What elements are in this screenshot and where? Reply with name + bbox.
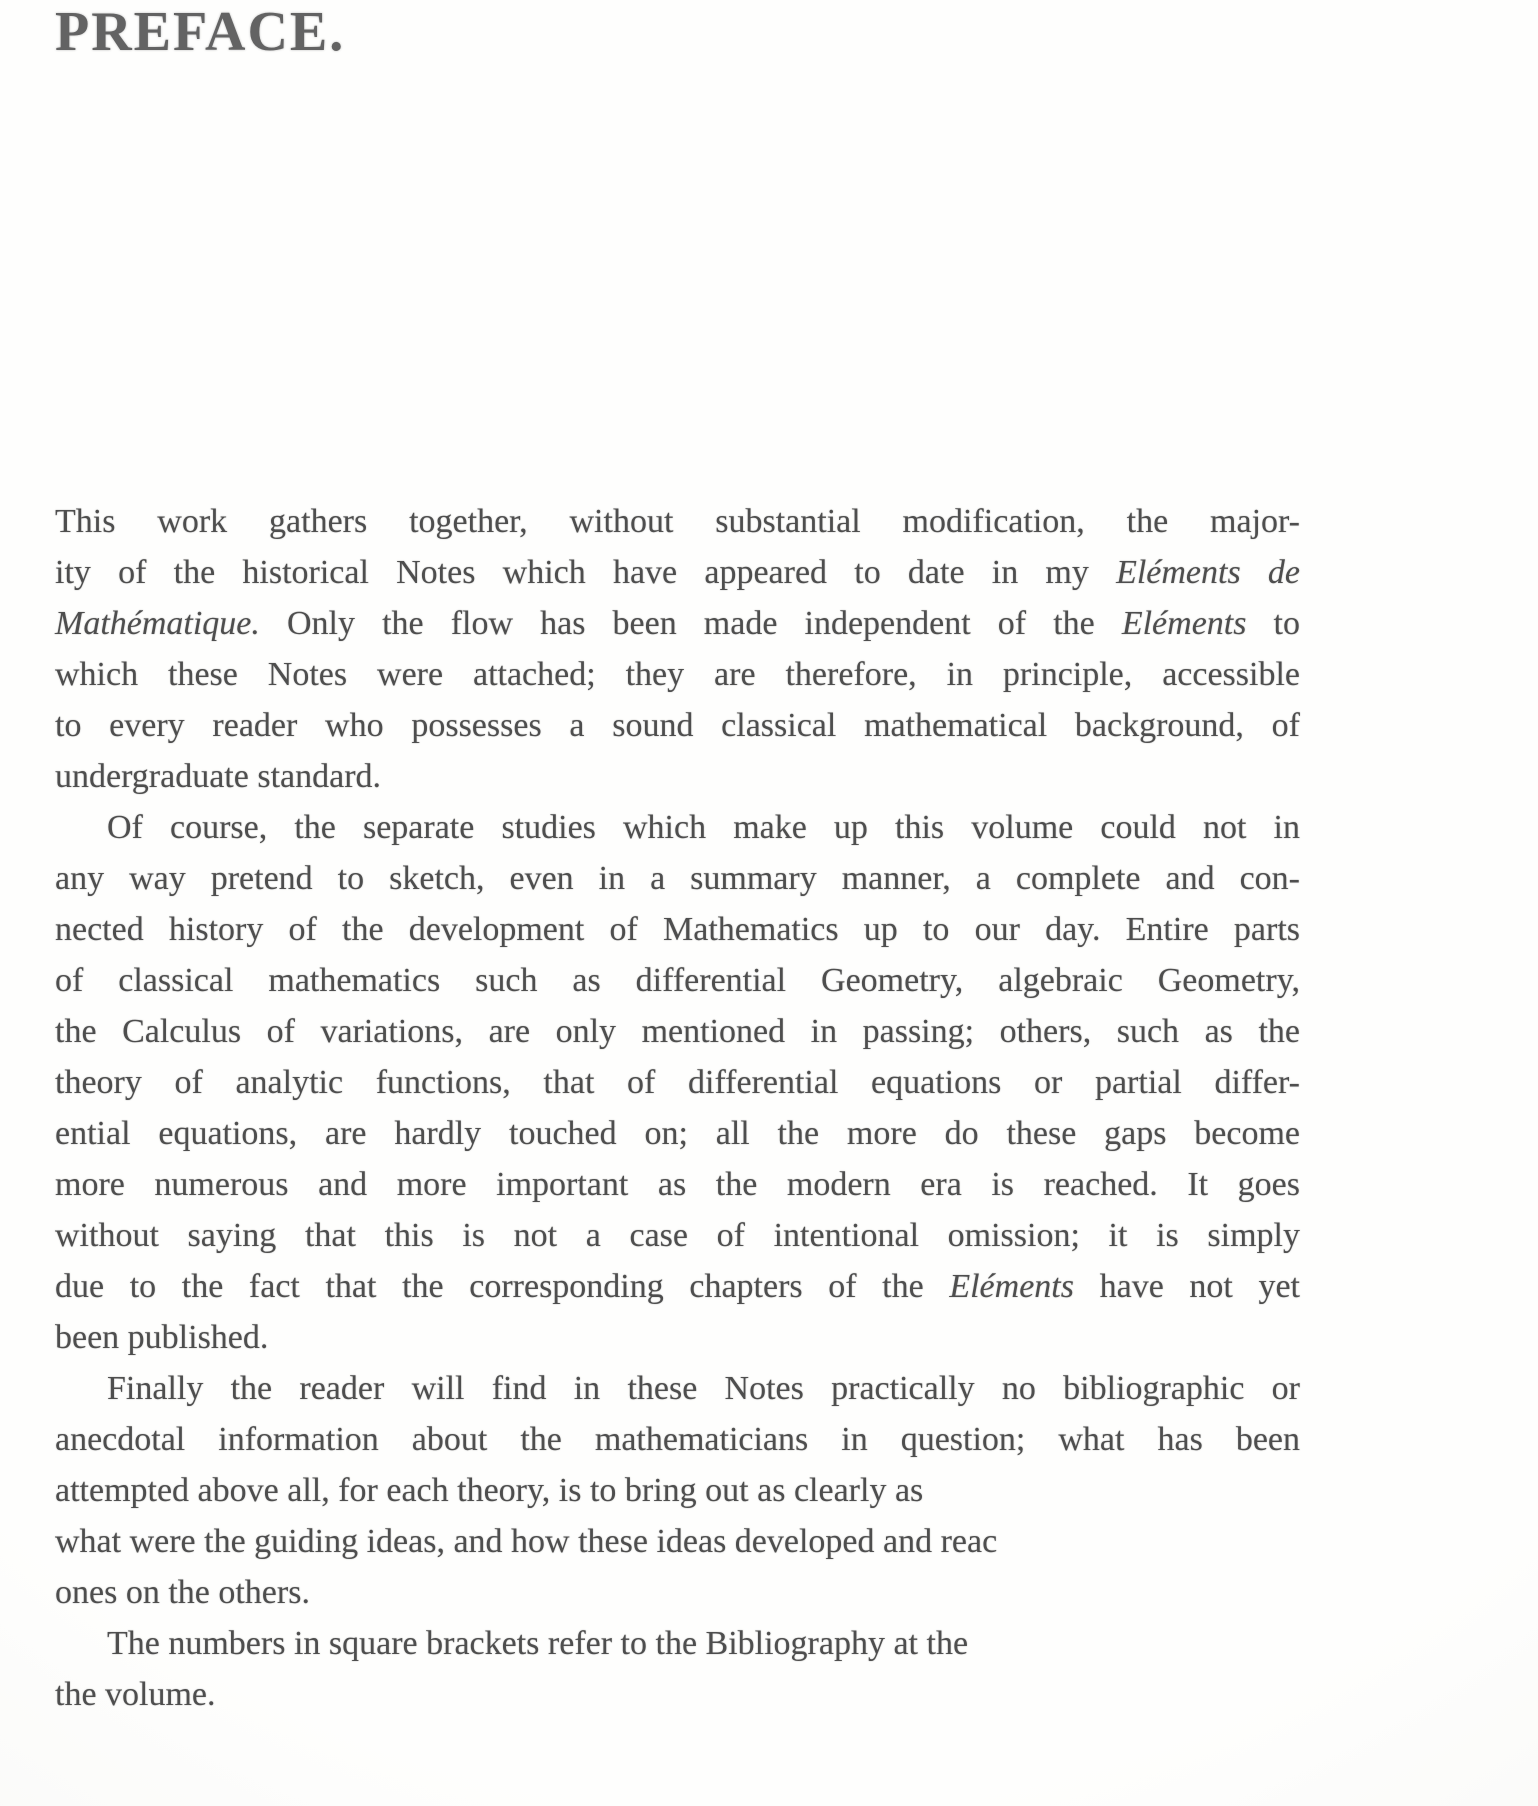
text-line bbox=[55, 496, 1300, 547]
text-segment: Finally the reader will find in these Notes practically no bibliographic or bbox=[107, 1370, 1300, 1407]
text-segment: what were the guiding ideas, and how these ideas developed and reac bbox=[55, 1523, 998, 1560]
text-segment: anecdotal information about the mathematicians in question; what has been bbox=[55, 1421, 1300, 1458]
text-segment: any way pretend to sketch, even in a summary manner, a complete and con- bbox=[55, 860, 1300, 897]
text-segment: ity of the historical Notes which have appeared to date in my bbox=[55, 554, 1117, 591]
text-segment: of classical mathematics such as differential Geometry, algebraic Geometry, bbox=[55, 962, 1300, 999]
text-segment: without saying that this is not a case of intentional omission; it is simply bbox=[55, 1217, 1300, 1254]
text-line bbox=[55, 1618, 1300, 1669]
text-segment: theory of analytic functions, that of differential equations or partial differ- bbox=[55, 1064, 1300, 1101]
text-line bbox=[55, 1363, 1300, 1414]
text-line bbox=[55, 751, 1300, 802]
text-segment: Eléments bbox=[949, 1268, 1074, 1305]
text-segment: Eléments bbox=[1121, 605, 1247, 642]
text-line bbox=[55, 700, 1300, 751]
text-line bbox=[55, 955, 1300, 1006]
text-line bbox=[55, 1414, 1300, 1465]
text-segment: more numerous and more important as the modern era is reached. It goes bbox=[55, 1166, 1300, 1203]
text-line bbox=[55, 1669, 1300, 1720]
text-segment: ones on the others. bbox=[55, 1574, 310, 1611]
text-segment: to bbox=[1246, 605, 1301, 642]
text-segment: nected history of the development of Mathematics up to our day. Entire parts bbox=[55, 911, 1300, 948]
text-segment: to every reader who possesses a sound classical mathematical background, of bbox=[55, 707, 1300, 744]
text-block bbox=[55, 496, 1300, 1720]
text-segment: The numbers in square brackets refer to the Bibliography at the bbox=[107, 1625, 969, 1662]
text-line bbox=[55, 1516, 1300, 1567]
text-segment: attempted above all, for each theory, is to bring out as clearly as bbox=[55, 1472, 924, 1509]
text-line bbox=[55, 802, 1300, 853]
text-line bbox=[55, 853, 1300, 904]
text-line bbox=[55, 1108, 1300, 1159]
text-segment: which these Notes were attached; they are therefore, in principle, accessible bbox=[55, 656, 1300, 693]
text-line bbox=[55, 1261, 1300, 1312]
text-segment: due to the fact that the corresponding chapters of the bbox=[55, 1268, 950, 1305]
text-line bbox=[55, 1312, 1300, 1363]
text-line bbox=[55, 1210, 1300, 1261]
text-segment: ential equations, are hardly touched on; all the more do these gaps become bbox=[55, 1115, 1300, 1152]
text-line bbox=[55, 1006, 1300, 1057]
text-segment: the volume. bbox=[55, 1676, 216, 1713]
text-segment: Of course, the separate studies which make up this volume could not in bbox=[107, 809, 1300, 846]
text-line bbox=[55, 1465, 1300, 1516]
text-segment: the Calculus of variations, are only mentioned in passing; others, such as the bbox=[55, 1013, 1300, 1050]
text-line bbox=[55, 1159, 1300, 1210]
text-line bbox=[55, 547, 1300, 598]
text-segment: Eléments de bbox=[1116, 554, 1300, 591]
text-line bbox=[55, 649, 1300, 700]
text-line bbox=[55, 904, 1300, 955]
text-segment: Only the flow has been made independent of the bbox=[259, 605, 1122, 642]
text-segment: have not yet bbox=[1073, 1268, 1300, 1305]
text-line bbox=[55, 1057, 1300, 1108]
page-title: PREFACE. bbox=[55, 1, 346, 63]
text-segment: Mathématique. bbox=[55, 605, 260, 642]
text-segment: This work gathers together, without substantial modification, the major- bbox=[55, 503, 1300, 540]
text-segment: undergraduate standard. bbox=[55, 758, 382, 795]
text-line bbox=[55, 1567, 1300, 1618]
text-segment: been published. bbox=[55, 1319, 269, 1356]
text-line bbox=[55, 598, 1300, 649]
